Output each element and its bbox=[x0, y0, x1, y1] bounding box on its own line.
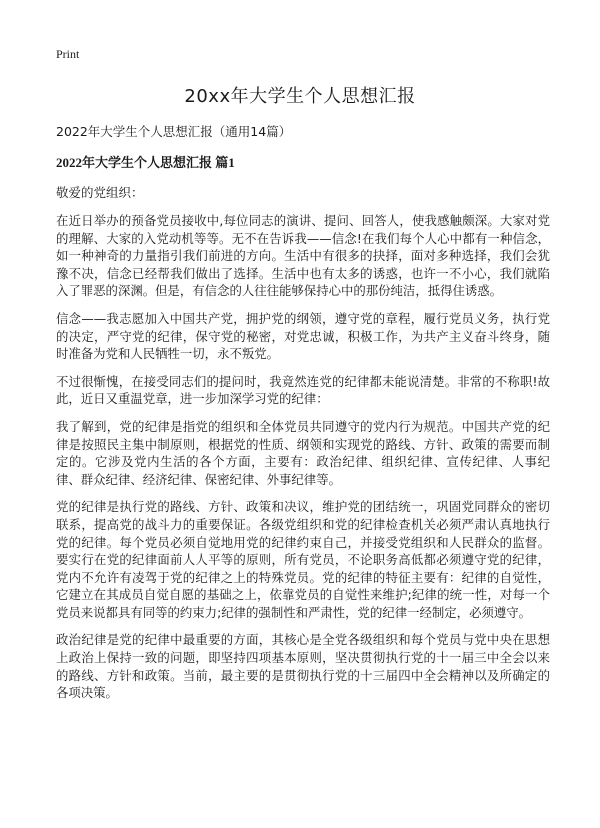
document-subtitle: 2022年大学生个人思想汇报（通用14篇） bbox=[56, 124, 292, 139]
section-heading: 2022年大学生个人思想汇报 篇1 bbox=[56, 155, 235, 170]
paragraph-1: 在近日举办的预备党员接收中,每位同志的演讲、提问、回答人，使我感触颇深。大家对党的理解、大家的入党动机等等。无不在告诉我——信念!在我们每个人心中都有一种信念，如一种神奇的力量指引我们前进的方向。生活中有很多的抉择，面对多种选择，我们会犹豫不决，信念已经帮我们做出了选择。生活中也有太多的诱惑，也许一不小心，我们就陷入了罪恶的深渊。但是，有信念的人往往能够保持心中的那份纯洁，抵得住诱惑。 bbox=[56, 213, 550, 299]
document-title: 20xx年大学生个人思想汇报 bbox=[184, 86, 416, 107]
paragraph-4: 我了解到，党的纪律是指党的组织和全体党员共同遵守的党内行为规范。中国共产党的纪律是按照民主集中制原则，根据党的性质、纲领和实现党的路线、方针、政策的需要而制定的。它涉及党内生活的各个方面，主要有：政治纪律、组织纪律、宣传纪律、人事纪律、群众纪律、经济纪律、保密纪律、外事纪律等。 bbox=[56, 418, 550, 487]
print-link[interactable]: Print bbox=[56, 47, 80, 61]
salutation: 敬爱的党组织： bbox=[56, 185, 144, 200]
paragraph-3: 不过很惭愧，在接受同志们的提问时，我竟然连党的纪律都未能说清楚。非常的不称职!故此，近日又重温党章，进一步加深学习党的纪律： bbox=[56, 373, 550, 407]
paragraph-6: 政治纪律是党的纪律中最重要的方面，其核心是全党各级组织和每个党员与党中央在思想上政治上保持一致的问题，即坚持四项基本原则，坚决贯彻执行党的十一届三中全会以来的路线、方针和政策。当前，最主要的是贯彻执行党的十三届四中全会精神以及所确定的各项决策。 bbox=[56, 632, 550, 701]
report-body bbox=[56, 212, 550, 712]
paragraph-2: 信念——我志愿加入中国共产党，拥护党的纲领，遵守党的章程，履行党员义务，执行党的决定，严守党的纪律，保守党的秘密，对党忠诚，积极工作，为共产主义奋斗终身，随时准备为党和人民牺牲一切，永不叛党。 bbox=[56, 310, 550, 362]
paragraph-5: 党的纪律是执行党的路线、方针、政策和决议，维护党的团结统一，巩固党同群众的密切联系，提高党的战斗力的重要保证。各级党组织和党的纪律检查机关必须严肃认真地执行党的纪律。每个党员必须自觉地用党的纪律约束自己，并接受党组织和人民群众的监督。要实行在党的纪律面前人人平等的原则，所有党员，不论职务高低都必须遵守党的纪律，党内不允许有凌驾于党的纪律之上的特殊党员。党的纪律的特征主要有：纪律的自觉性，它建立在其成员自觉自愿的基础之上，依靠党员的自觉性来维护;纪律的统一性，对每一个党员来说都具有同等的约束力;纪律的强制性和严肃性，党的纪律一经制定，必须遵守。 bbox=[56, 499, 550, 620]
